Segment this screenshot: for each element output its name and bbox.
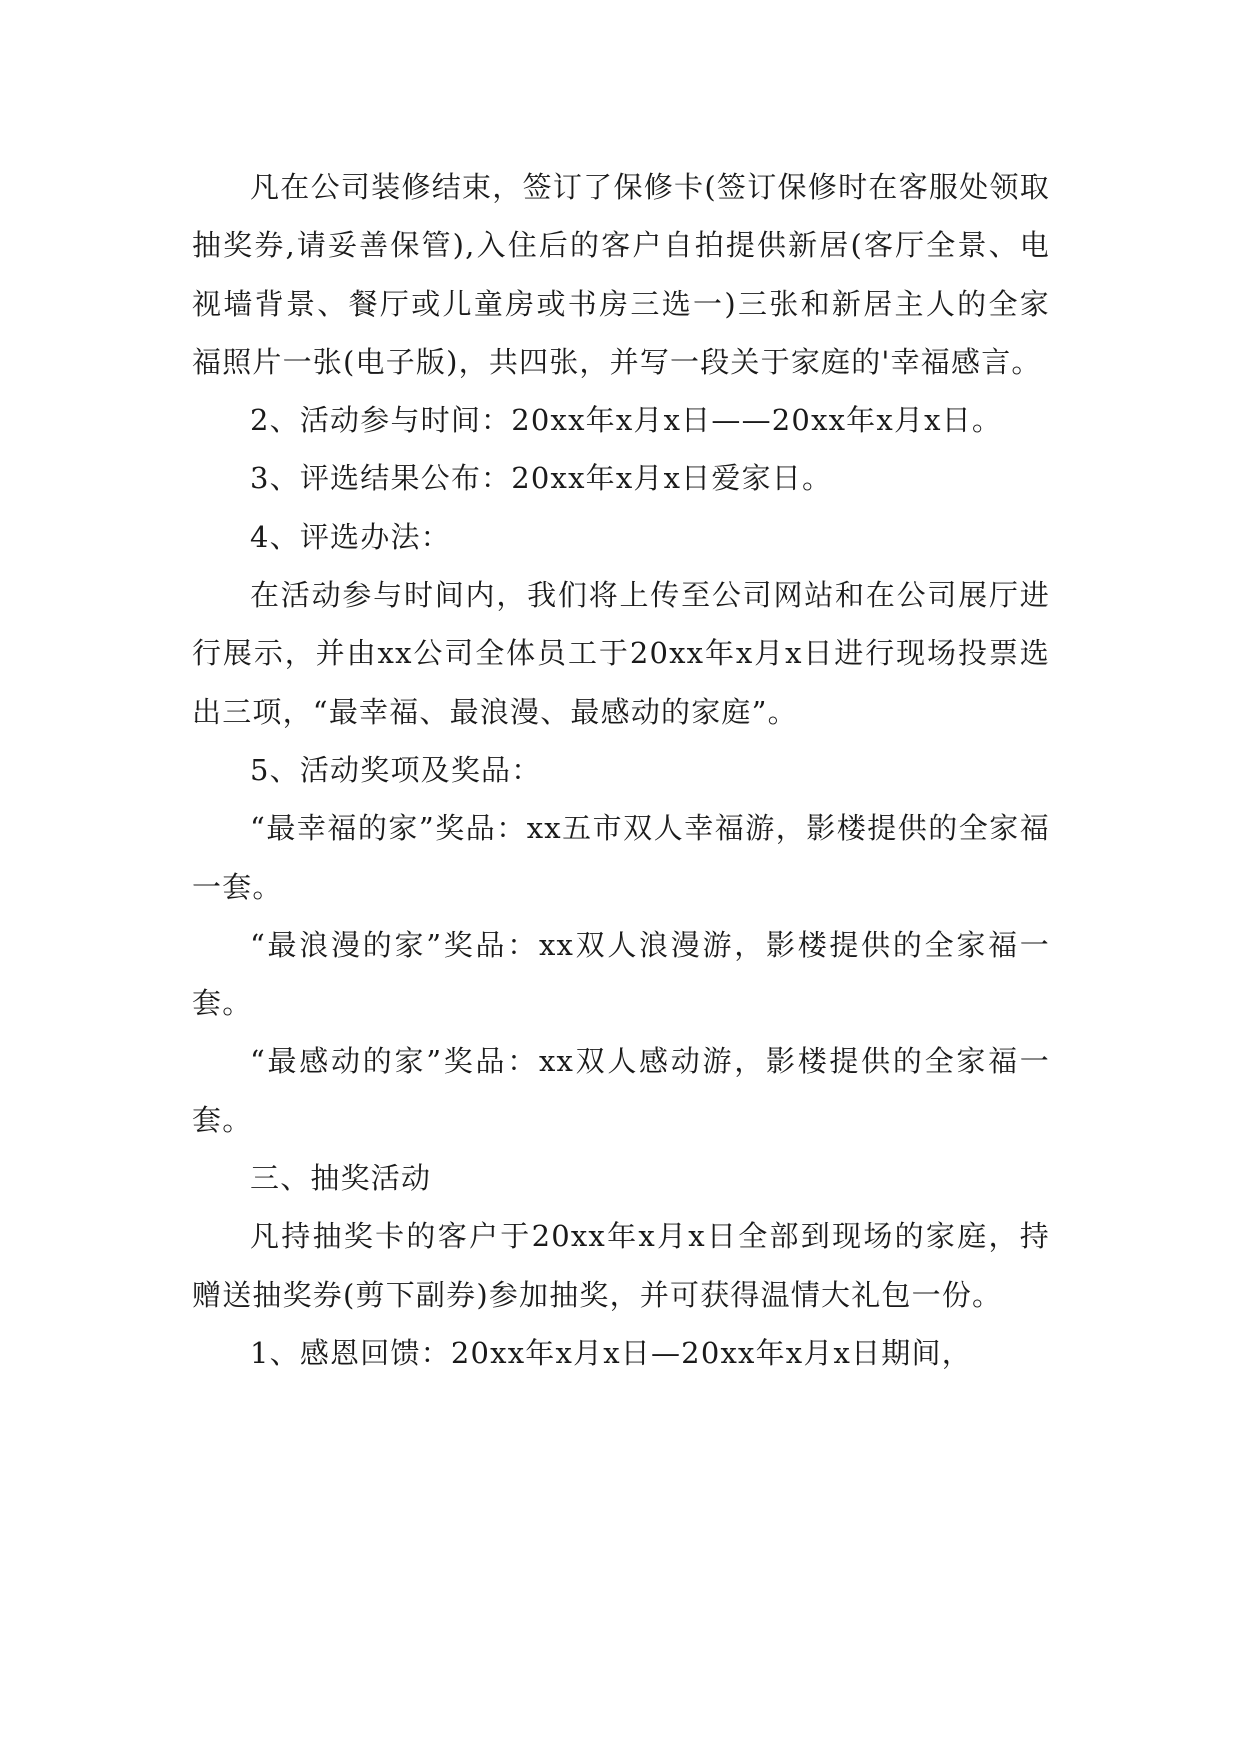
paragraph-gratitude-feedback: 1、感恩回馈：20xx年x月x日—20xx年x月x日期间， <box>250 1335 972 1370</box>
paragraph-result-announcement: 3、评选结果公布：20xx年x月x日爱家日。 <box>250 461 833 496</box>
paragraph-selection-method: 在活动参与时间内，我们将上传至公司网站和在公司展厅进行展示，并由xx公司全体员工于20xx年x月x日进行现场投票选出三项，“最幸福、最浪漫、最感动的家庭”。 <box>192 578 1050 729</box>
paragraph-selection-method-heading: 4、评选办法： <box>250 519 451 554</box>
paragraph-lottery-heading: 三、抽奖活动 <box>250 1161 432 1196</box>
document-body <box>192 158 1050 1382</box>
paragraph-award-most-touching: “最感动的家”奖品：xx双人感动游，影楼提供的全家福一套。 <box>192 1044 1050 1137</box>
paragraph-award-most-romantic: “最浪漫的家”奖品：xx双人浪漫游，影楼提供的全家福一套。 <box>192 927 1050 1021</box>
paragraph-lottery-rules: 凡持抽奖卡的客户于20xx年x月x日全部到现场的家庭，持赠送抽奖券(剪下副券)参加抽奖，并可获得温情大礼包一份。 <box>192 1219 1050 1312</box>
paragraph-warranty-intro: 凡在公司装修结束，签订了保修卡(签订保修时在客服处领取抽奖券,请妥善保管),入住后的客户自拍提供新居(客厅全景、电视墙背景、餐厅或儿童房或书房三选一)三张和新居主人的全家福照片一张(电子版)，共四张，并写一段关于家庭的'幸福感言。 <box>192 170 1050 379</box>
paragraph-awards-heading: 5、活动奖项及奖品： <box>250 752 542 787</box>
paragraph-award-happiest: “最幸福的家”奖品：xx五市双人幸福游，影楼提供的全家福一套。 <box>192 811 1050 904</box>
paragraph-participation-time: 2、活动参与时间：20xx年x月x日——20xx年x月x日。 <box>250 403 1003 438</box>
